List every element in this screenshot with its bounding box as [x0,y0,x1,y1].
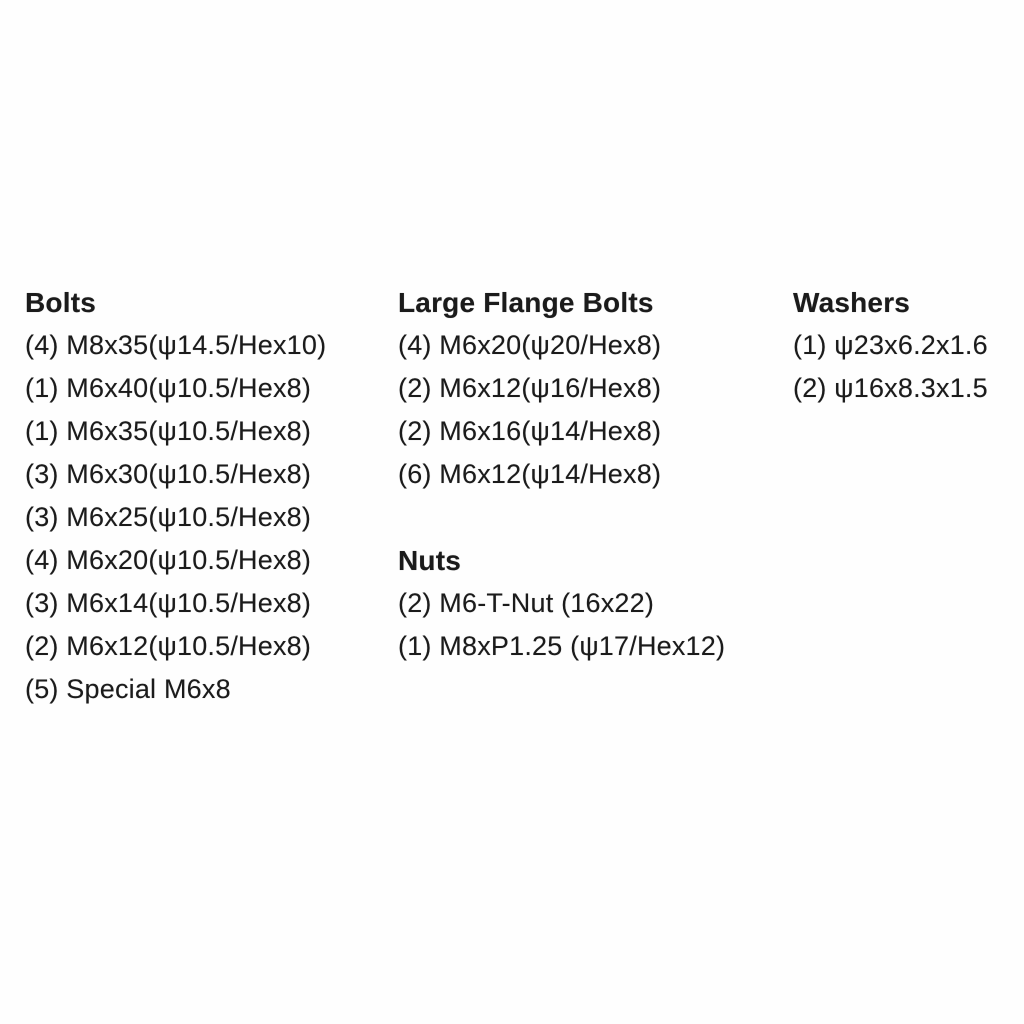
list-item: (3) M6x25(ψ10.5/Hex8) [25,502,312,532]
section-nuts [398,539,725,668]
column-flange-bolts-nuts [398,281,725,668]
list-item: (1) ψ23x6.2x1.6 [793,330,988,360]
list-item: (2) ψ16x8.3x1.5 [793,373,988,403]
list-item: (1) M6x40(ψ10.5/Hex8) [25,373,312,403]
list-item: (5) Special M6x8 [25,674,231,704]
list-item: (2) M6-T-Nut (16x22) [398,588,655,618]
list-item: (1) M6x35(ψ10.5/Hex8) [25,416,312,446]
column-bolts [25,281,326,711]
section-heading-bolts: Bolts [25,287,96,318]
section-heading-large-flange-bolts: Large Flange Bolts [398,287,654,318]
section-large-flange-bolts [398,281,725,496]
list-item: (4) M8x35(ψ14.5/Hex10) [25,330,327,360]
list-item: (2) M6x16(ψ14/Hex8) [398,416,662,446]
section-washers [793,281,988,410]
list-item: (3) M6x30(ψ10.5/Hex8) [25,459,312,489]
section-heading-washers: Washers [793,287,911,318]
section-heading-nuts: Nuts [398,545,462,576]
list-item: (6) M6x12(ψ14/Hex8) [398,459,662,489]
list-item: (4) M6x20(ψ10.5/Hex8) [25,545,312,575]
list-item: (1) M8xP1.25 (ψ17/Hex12) [398,631,726,661]
column-washers [793,281,988,410]
list-item: (2) M6x12(ψ10.5/Hex8) [25,631,312,661]
section-bolts [25,281,326,711]
list-item: (3) M6x14(ψ10.5/Hex8) [25,588,312,618]
list-item: (2) M6x12(ψ16/Hex8) [398,373,662,403]
list-item: (4) M6x20(ψ20/Hex8) [398,330,662,360]
